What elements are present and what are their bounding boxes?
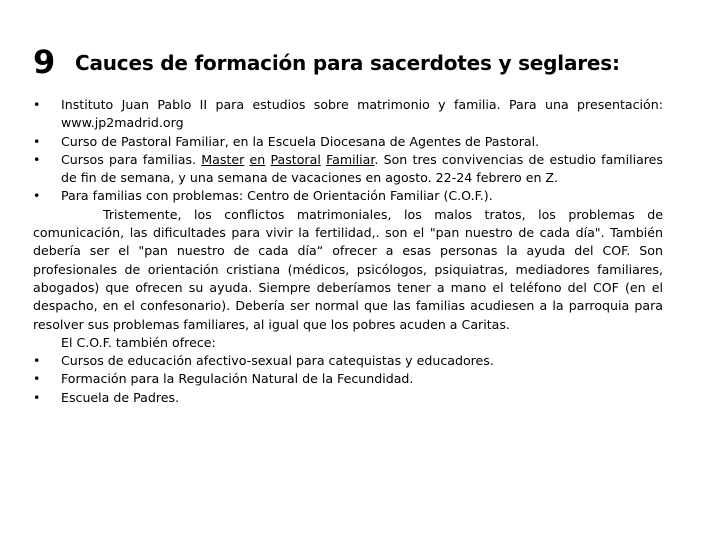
bullet-text: Para familias con problemas: Centro de Orientación Familiar (C.O.F.). bbox=[61, 188, 493, 204]
bullet-icon: • bbox=[33, 188, 41, 204]
bullet-text: Escuela de Padres. bbox=[61, 389, 180, 405]
list-item bbox=[33, 187, 663, 205]
bullet-text-end: . Son tres convivencias de estudio familiares de fin de semana, y una semana de vacaciones en agosto. 22-24 febrero en Z. bbox=[61, 151, 663, 186]
bullet-text: Instituto Juan Pablo II para estudios sobre matrimonio y familia. Para una presentación: www.jp2madrid.org bbox=[61, 97, 663, 131]
cof-intro: El C.O.F. también ofrece: bbox=[61, 334, 216, 350]
list-item bbox=[33, 389, 663, 407]
list-item bbox=[33, 96, 663, 133]
body-paragraph: Tristemente, los conflictos matrimoniales, los malos tratos, los problemas de comunicación, las dificultades para vivir la fertilidad,. son el "pan nuestro de cada día". También debería ser el "pan nuestro de cada día“ ofrecer a esas personas la ayuda del COF. Son profesionales de orientación cristiana (médicos, psicólogos, psiquiatras, mediadores familiares, abogados) que ofrecen su ayuda. Siempre deberíamos tener a mano el teléfono del COF (en el despacho, en el confesonario). Debería ser normal que las familias acudiesen a la parroquia para resolver sus problemas familiares, al igual que los pobres acuden a Caritas. bbox=[33, 206, 663, 332]
content-body bbox=[33, 96, 663, 407]
title-text: Cauces de formación para sacerdotes y seglares: bbox=[75, 51, 620, 75]
bullet-text: Formación para la Regulación Natural de la Fecundidad. bbox=[61, 371, 414, 387]
underlined-word: Familiar bbox=[326, 151, 375, 167]
bullet-icon: • bbox=[33, 151, 41, 167]
bullet-icon: • bbox=[33, 389, 41, 405]
list-item bbox=[33, 370, 663, 388]
bullet-icon: • bbox=[33, 353, 41, 369]
list-item bbox=[33, 133, 663, 151]
bullet-icon: • bbox=[33, 133, 41, 149]
bullet-text-start: Cursos para familias. bbox=[61, 151, 202, 167]
underlined-word: en bbox=[249, 151, 266, 167]
title-number: 9 bbox=[33, 43, 56, 81]
list-item bbox=[33, 352, 663, 370]
underlined-word: Pastoral bbox=[270, 151, 321, 167]
bullet-text: Cursos de educación afectivo-sexual para catequistas y educadores. bbox=[61, 353, 494, 369]
bullet-icon: • bbox=[33, 97, 41, 112]
bullet-text: Curso de Pastoral Familiar, en la Escuela Diocesana de Agentes de Pastoral. bbox=[61, 133, 540, 149]
underlined-word: Master bbox=[201, 151, 245, 167]
bullet-icon: • bbox=[33, 371, 41, 387]
page-title bbox=[33, 43, 620, 81]
list-item bbox=[33, 151, 663, 188]
